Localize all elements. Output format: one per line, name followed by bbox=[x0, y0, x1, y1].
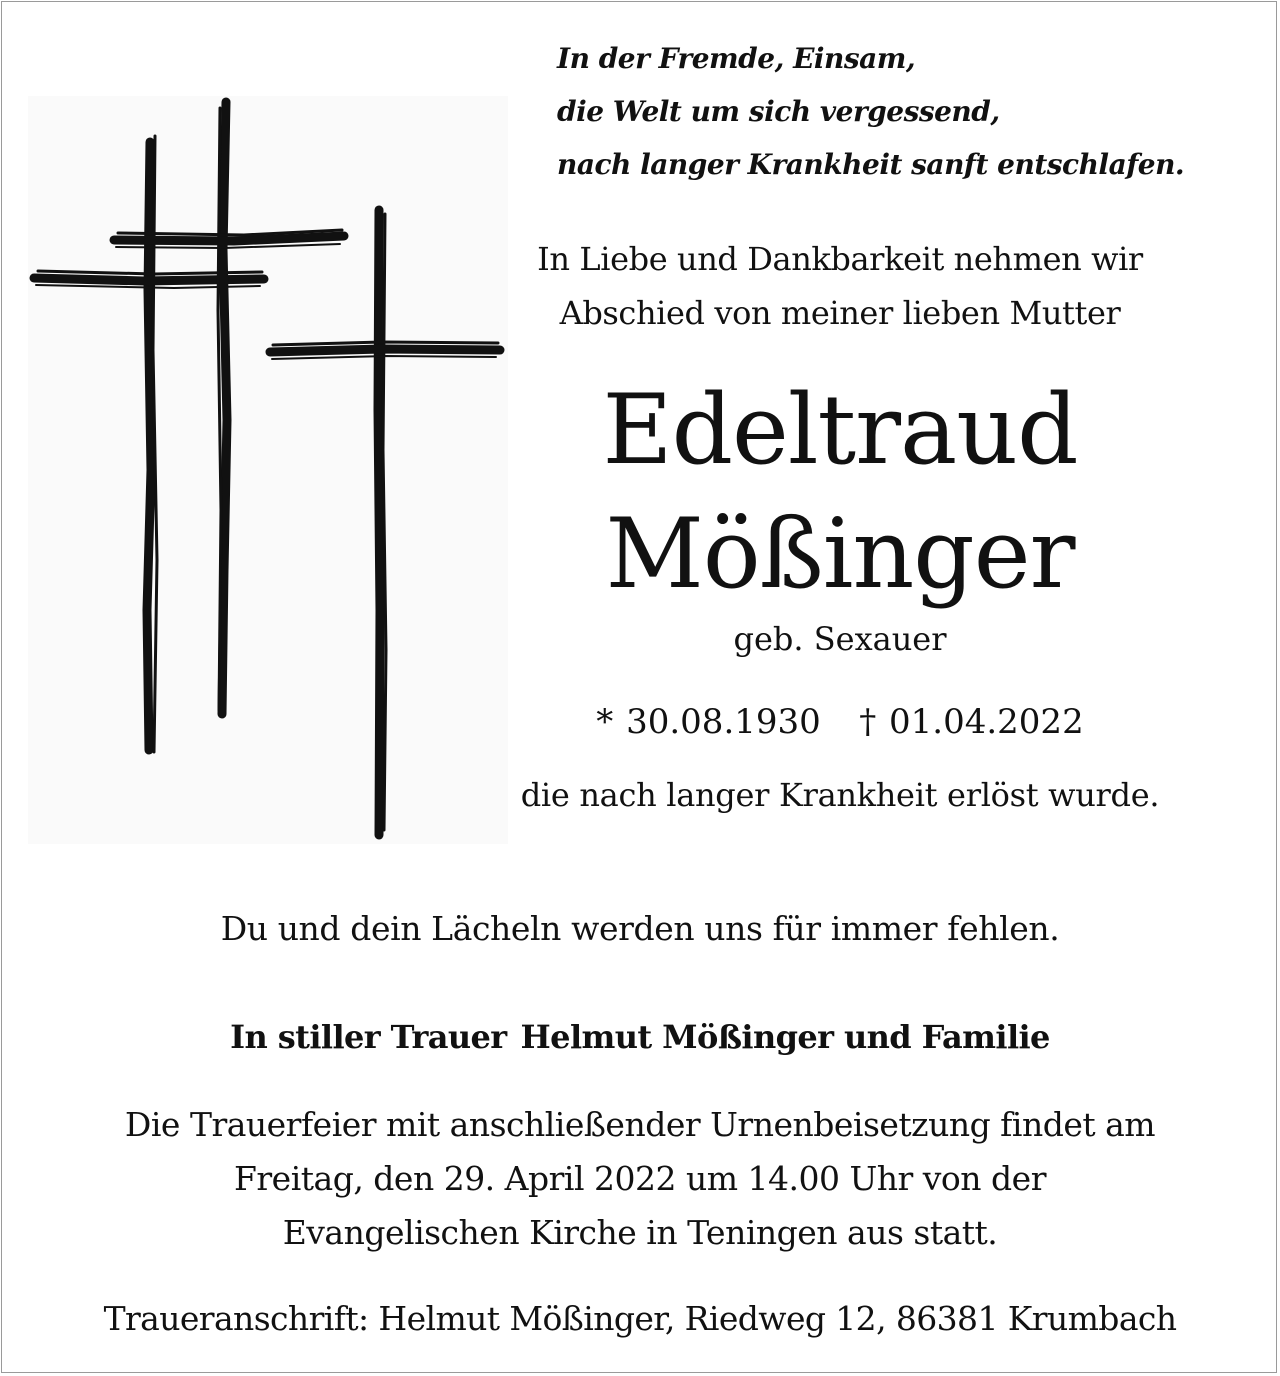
missing-text: Du und dein Lächeln werden uns für immer fehlen. bbox=[220, 909, 1060, 948]
intro-text bbox=[480, 232, 1200, 340]
poem-line: nach langer Krankheit sanft entschlafen. bbox=[557, 148, 1185, 181]
three-crosses-icon bbox=[24, 90, 514, 850]
last-name: Mößinger bbox=[605, 498, 1075, 610]
death-date: † 01.04.2022 bbox=[859, 702, 1084, 742]
poem-line: In der Fremde, Einsam, bbox=[557, 42, 916, 75]
birth-date: * 30.08.1930 bbox=[596, 702, 821, 742]
maiden-name: geb. Sexauer bbox=[733, 620, 947, 658]
service-line: Freitag, den 29. April 2022 um 14.00 Uhr von der bbox=[234, 1159, 1046, 1198]
service-line: Evangelischen Kirche in Teningen aus statt. bbox=[282, 1213, 998, 1252]
poem bbox=[557, 32, 1257, 191]
poem-line: die Welt um sich vergessend, bbox=[557, 95, 1000, 128]
mourning-address: Traueranschrift: Helmut Mößinger, Riedweg 12, 86381 Krumbach bbox=[103, 1299, 1177, 1338]
mourners-label: In stiller Trauer bbox=[230, 1018, 507, 1056]
first-name: Edeltraud bbox=[602, 374, 1078, 486]
relieved-text: die nach langer Krankheit erlöst wurde. bbox=[520, 776, 1160, 814]
life-dates bbox=[480, 695, 1200, 749]
intro-line: Abschied von meiner lieben Mutter bbox=[559, 294, 1121, 332]
deceased-name bbox=[480, 368, 1200, 616]
service-line: Die Trauerfeier mit anschließender Urnenbeisetzung findet am bbox=[124, 1105, 1156, 1144]
mourners-line bbox=[20, 1010, 1260, 1064]
mourners-names: Helmut Mößinger und Familie bbox=[520, 1018, 1050, 1056]
service-info bbox=[20, 1098, 1260, 1260]
intro-line: In Liebe und Dankbarkeit nehmen wir bbox=[537, 240, 1143, 278]
